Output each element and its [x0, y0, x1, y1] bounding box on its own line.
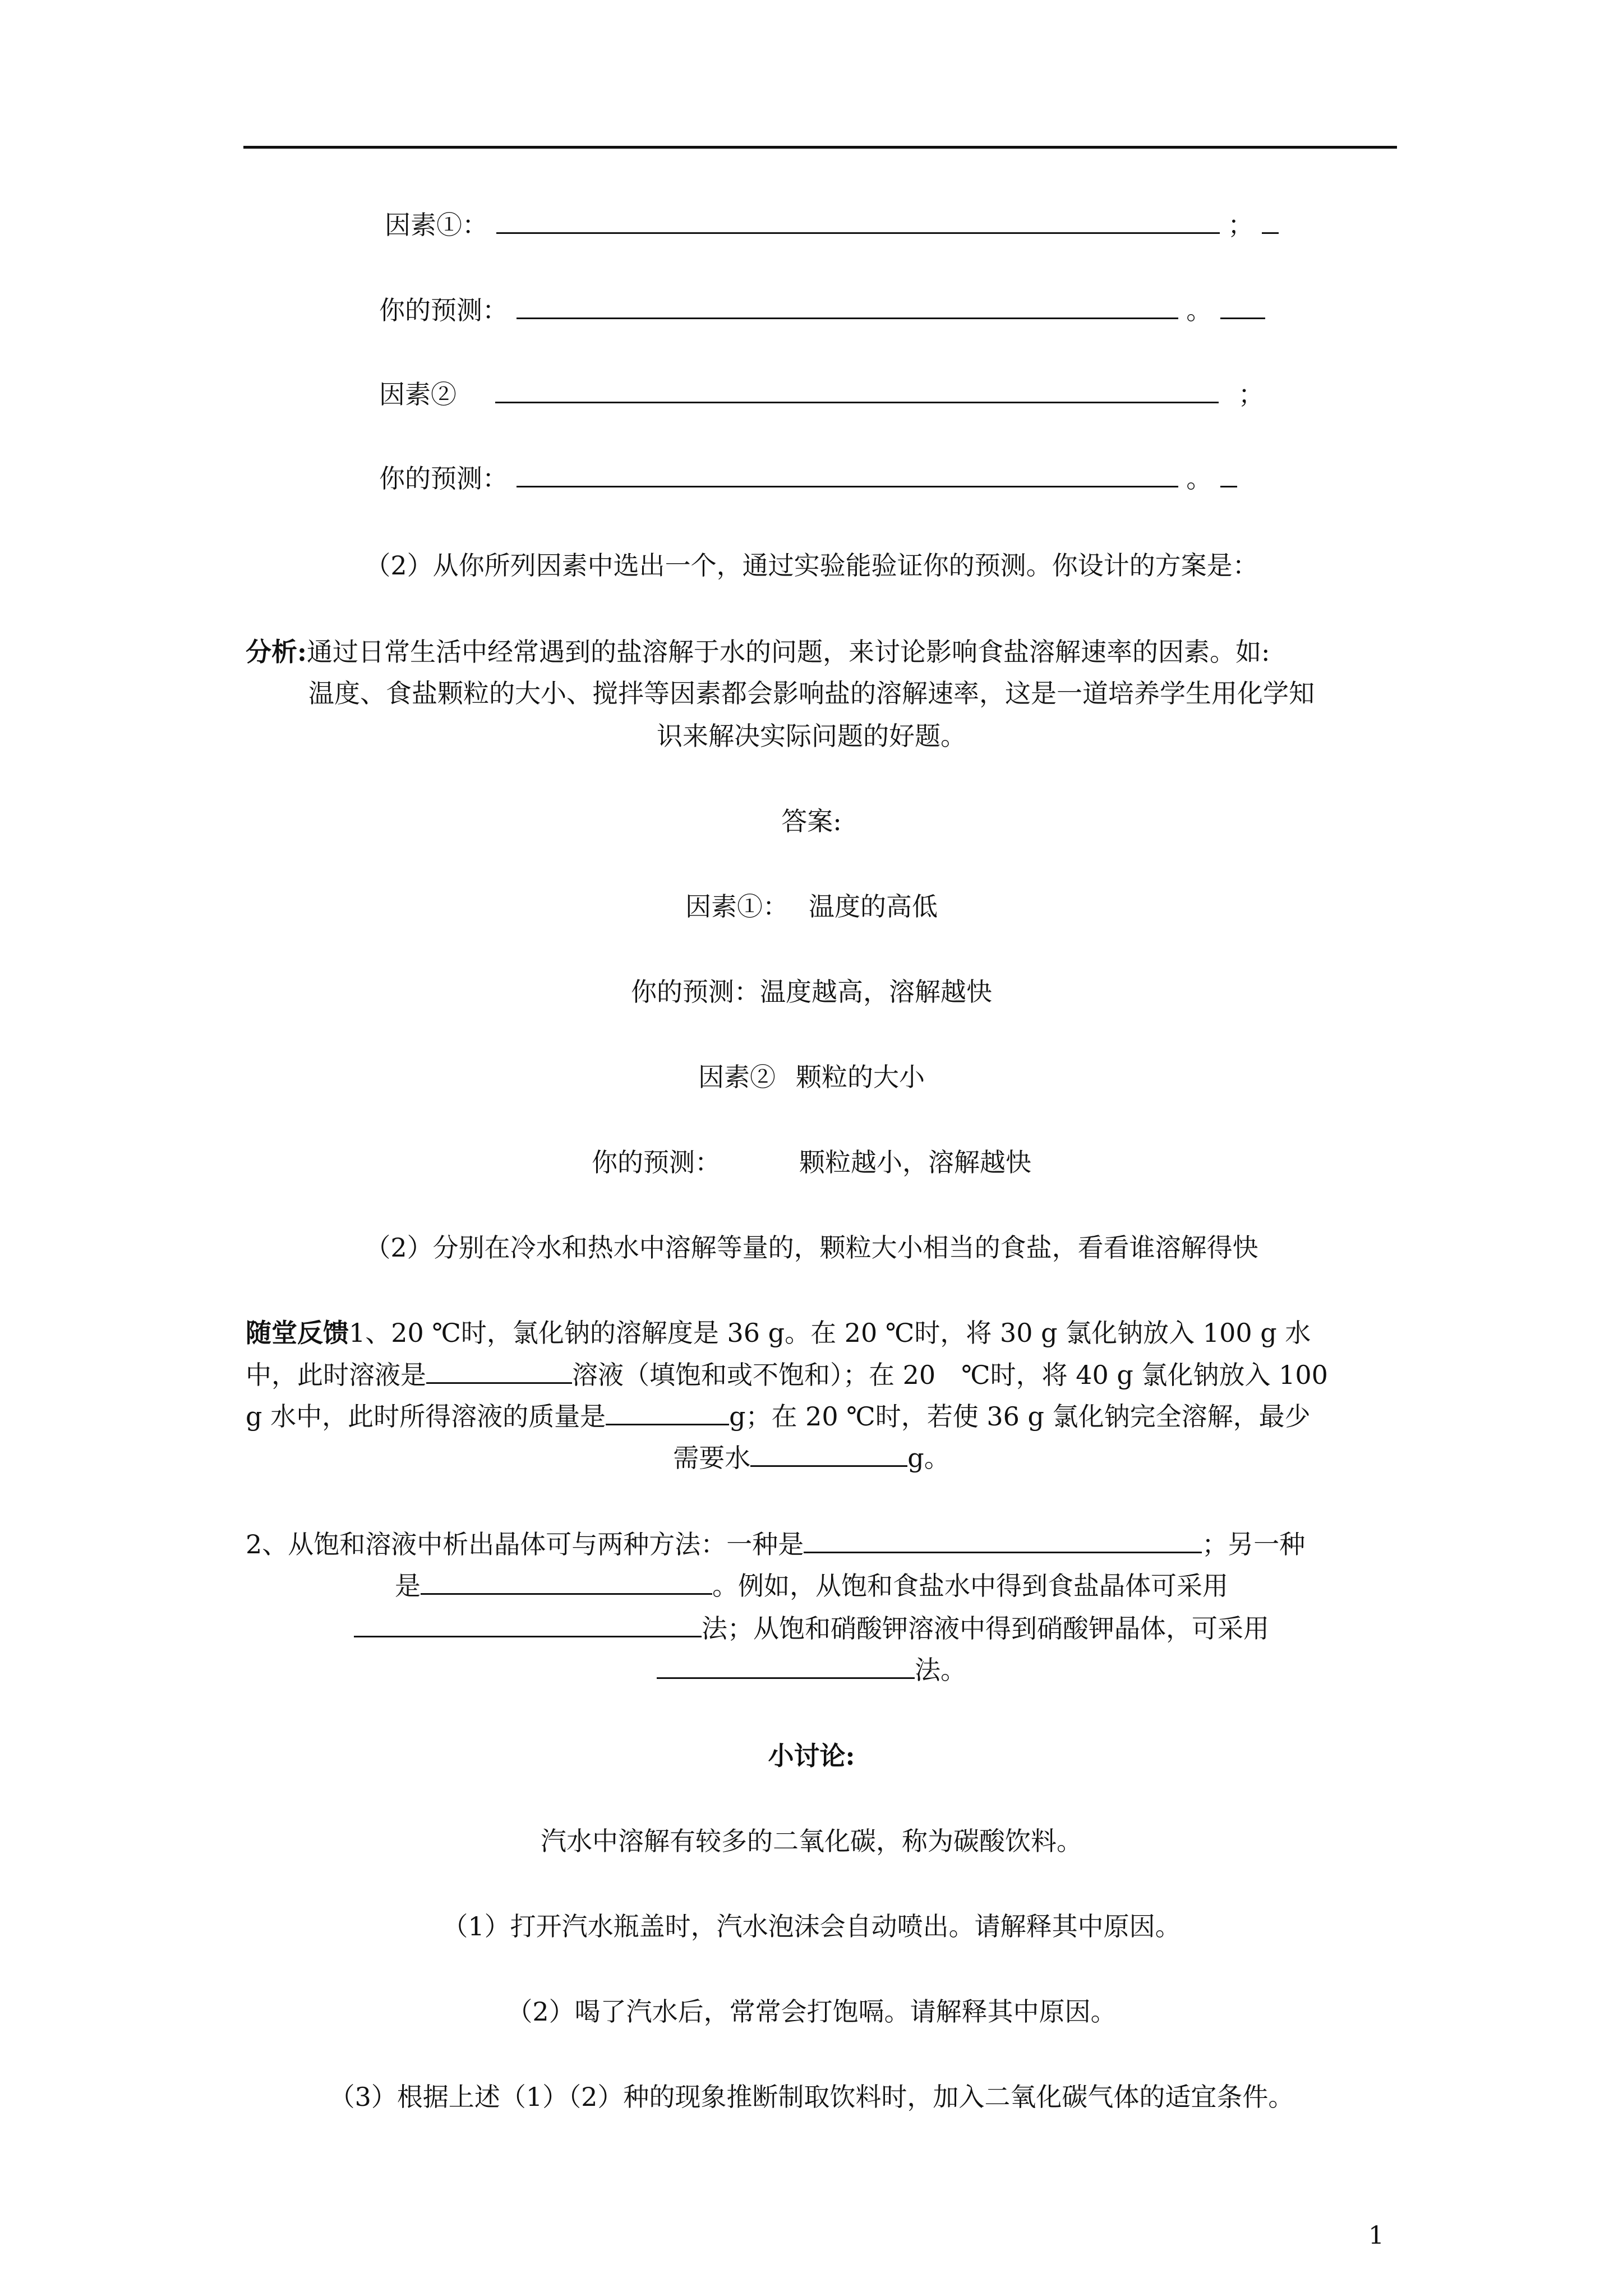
answer-factor2: 因素② 颗粒的大小 — [698, 1062, 925, 1092]
header-rule — [243, 146, 1397, 149]
q2-blank-4[interactable] — [657, 1653, 915, 1679]
answer-q2: （2）分别在冷水和热水中溶解等量的，颗粒大小相当的食盐，看看谁溶解得快 — [365, 1232, 1258, 1263]
answer-predict1: 你的预测：温度越高，溶解越快 — [631, 977, 992, 1007]
q2-line3: 法；从饱和硝酸钾溶液中得到硝酸钾晶体，可采用 — [0, 1611, 1623, 1645]
factor2-line: 因素② ； — [379, 377, 1264, 411]
factor2-label: 因素② — [379, 379, 457, 409]
analysis-label: 分析: — [246, 637, 307, 667]
q2-line2: 是 。例如，从饱和食盐水中得到食盐晶体可采用 — [0, 1568, 1623, 1603]
predict1-line: 你的预测： 。 — [379, 293, 1265, 327]
analysis-line3: 识来解决实际问题的好题。 — [657, 721, 966, 751]
discussion-q1: （1）打开汽水瓶盖时，汽水泡沫会自动喷出。请解释其中原因。 — [442, 1911, 1181, 1941]
feedback-line4: 需要水 g。 — [0, 1441, 1623, 1475]
answer-predict2: 你的预测： 颗粒越小，溶解越快 — [592, 1147, 1031, 1177]
page-number: 1 — [1368, 2221, 1384, 2250]
feedback-blank-1[interactable] — [426, 1358, 572, 1384]
discussion-q2: （2）喝了汽水后，常常会打饱嗝。请解释其中原因。 — [506, 1996, 1117, 2027]
q2-blank-1[interactable] — [804, 1527, 1202, 1553]
q2-blank-2[interactable] — [421, 1568, 712, 1595]
predict2-line: 你的预测： 。 — [379, 461, 1237, 495]
discussion-intro: 汽水中溶解有较多的二氧化碳，称为碳酸饮料。 — [541, 1826, 1082, 1856]
analysis-line2: 温度、食盐颗粒的大小、搅拌等因素都会影响盐的溶解速率，这是一道培养学生用化学知 — [308, 678, 1315, 708]
discussion-title: 小讨论: — [768, 1741, 855, 1771]
factor1-line: 因素①： ； — [385, 208, 1279, 242]
discussion-q3: （3）根据上述（1）（2）种的现象推断制取饮料时，加入二氧化碳气体的适宜条件。 — [329, 2082, 1294, 2112]
predict1-blank[interactable] — [517, 293, 1178, 319]
feedback-label: 随堂反馈 — [246, 1318, 349, 1348]
answer-title: 答案: — [781, 806, 842, 836]
feedback-blank-2[interactable] — [606, 1399, 729, 1425]
analysis-line1: 分析:通过日常生活中经常遇到的盐溶解于水的问题，来讨论影响食盐溶解速率的因素。如: — [246, 637, 1270, 667]
question-2: （2）从你所列因素中选出一个，通过实验能验证你的预测。你设计的方案是： — [365, 550, 1258, 581]
q2-blank-3[interactable] — [354, 1611, 702, 1637]
feedback-line2: 中，此时溶液是 溶液（填饱和或不饱和）；在 20 ℃时，将 40 g 氯化钠放入 100 — [246, 1358, 1328, 1392]
factor1-label: 因素①： — [385, 210, 488, 240]
feedback-blank-3[interactable] — [750, 1441, 907, 1467]
feedback-line3: g 水中，此时所得溶液的质量是 g；在 20 ℃时，若使 36 g 氯化钠完全溶解，最少 — [246, 1399, 1311, 1433]
feedback-line1: 随堂反馈1、20 ℃时，氯化钠的溶解度是 36 g。在 20 ℃时，将 30 g 氯化钠放入 100 g 水 — [246, 1318, 1311, 1348]
factor2-blank[interactable] — [495, 377, 1219, 403]
q2-line1: 2、从饱和溶液中析出晶体可与两种方法：一种是 ；另一种 — [246, 1527, 1305, 1561]
q2-line4: 法。 — [0, 1653, 1623, 1687]
factor1-blank[interactable] — [496, 208, 1220, 234]
predict2-blank[interactable] — [517, 461, 1178, 487]
answer-factor1: 因素①： 温度的高低 — [685, 891, 938, 922]
predict2-label: 你的预测： — [379, 463, 508, 494]
predict1-label: 你的预测： — [379, 295, 508, 325]
